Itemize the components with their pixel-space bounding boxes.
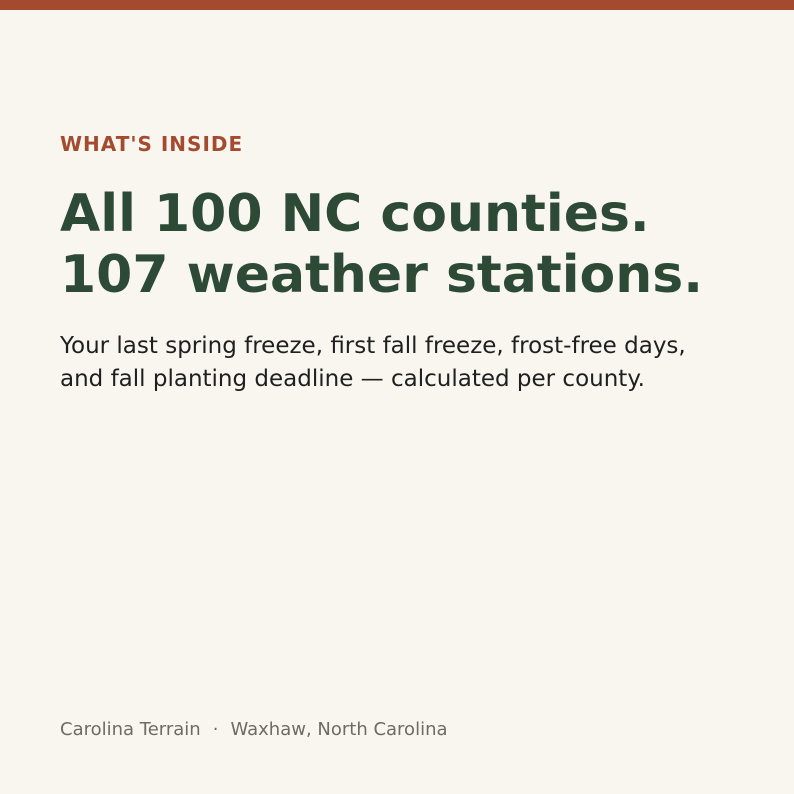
eyebrow-label: WHAT'S INSIDE [60,132,244,156]
top-accent-bar [0,0,794,10]
footer [60,718,448,742]
footer-separator: · [212,719,219,740]
subtext-line-1: Your last spring freeze, first fall freeze, frost-free days, [60,333,686,359]
main-content [60,130,760,396]
headline-line-2: 107 weather stations. [60,245,703,305]
footer-location: Waxhaw, North Carolina [230,719,448,740]
headline-line-1: All 100 NC counties. [60,184,650,244]
subtext-line-2: and fall planting deadline — calculated per county. [60,366,645,392]
footer-brand: Carolina Terrain [60,719,201,740]
headline [60,184,760,306]
subtext [60,330,760,396]
